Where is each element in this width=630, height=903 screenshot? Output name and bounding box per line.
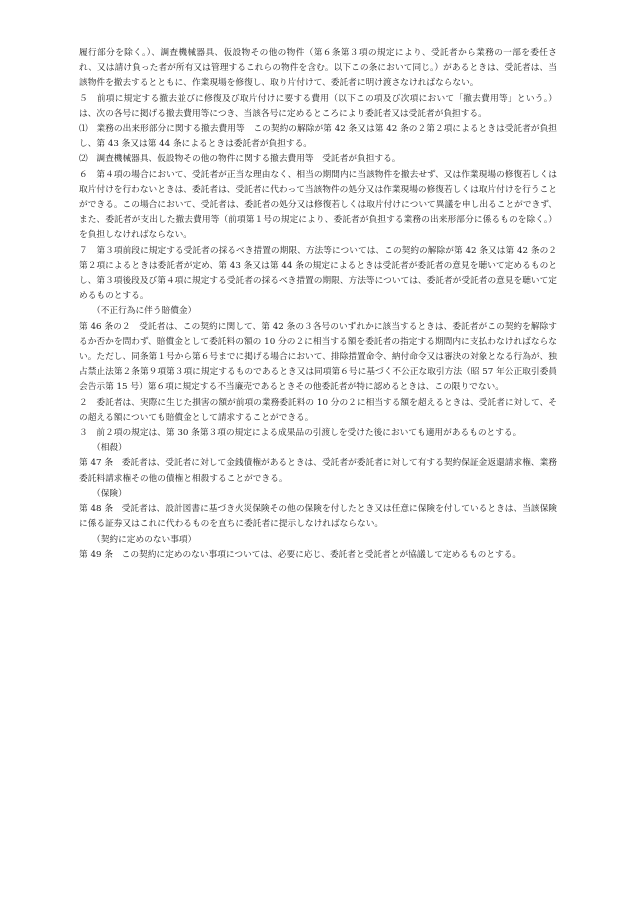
- caption-offset: （相殺）: [92, 443, 127, 454]
- paragraph-article46-2-2: ２ 委託者は、実際に生じた損害の額が前項の業務委託料の 10 分の２に相当する額を超えるときは、受託者に対して、その超える額についても賠償金として請求することができる。: [79, 397, 557, 423]
- document-body: [79, 46, 557, 563]
- caption-undefined-matters: （契約に定めのない事項）: [92, 534, 197, 545]
- caption-insurance: （保険）: [92, 488, 127, 499]
- paragraph-article46-2-3: ３ 前２項の規定は、第 30 条第３項の規定による成果品の引渡しを受けた後においても適用があるものとする。: [79, 428, 522, 439]
- paragraph-article45-4-continuation: 履行部分を除く。）、調査機械器具、仮設物その他の物件（第６条第３項の規定により、受託者から業務の一部を委任され、又は請け負った者が所有又は管理するこれらの物件を含む。以下この条において同じ。）があるときは、受託者は、当該物件を撤去するとともに、作業現場を修復し、取り片付けて、委託者に明け渡さなければならない。: [79, 48, 557, 89]
- paragraph-article49: 第 49 条 この契約に定めのない事項については、必要に応じ、委託者と受託者とが協議して定めるものとする。: [79, 549, 522, 560]
- paragraph-article47: 第 47 条 委託者は、受託者に対して金銭債権があるときは、受託者が委託者に対して有する契約保証金返還請求権、業務委託料請求権その他の債権と相殺することができる。: [79, 458, 557, 484]
- paragraph-article48: 第 48 条 受託者は、設計図書に基づき火災保険その他の保険を付したとき又は任意に保険を付しているときは、当該保険に係る証券又はこれに代わるものを直ちに委託者に提示しなければならない。: [79, 504, 557, 530]
- paragraph-article45-5-item2: ⑵ 調査機械器具、仮設物その他の物件に関する撤去費用等 受託者が負担する。: [79, 154, 401, 165]
- paragraph-article45-5-item1: ⑴ 業務の出来形部分に関する撤去費用等 この契約の解除が第 42 条又は第 42 条の２第２項によるときは受託者が負担し、第 43 条又は第 44 条によるときは委託者が負担する。: [79, 124, 557, 150]
- paragraph-article45-5: ５ 前項に規定する撤去並びに修復及び取片付けに要する費用（以下この項及び次項において「撤去費用等」という。）は、次の各号に掲げる撤去費用等につき、当該各号に定めるところにより委託者又は受託者が負担する。: [79, 93, 557, 119]
- paragraph-article45-7: ７ 第３項前段に規定する受託者の採るべき措置の期限、方法等については、この契約の解除が第 42 条又は第 42 条の２第２項によるときは委託者が定め、第 43 条又は第 44 条の規定によるときは受託者が委託者の意見を聴いて定めるものとし、第３項後段及び第４項に規定する受託者の採るべき措置の期限、方法等については、委託者が受託者の意見を聴いて定めるものとする。: [79, 245, 557, 302]
- caption-fraud-compensation: （不正行為に伴う賠償金）: [92, 306, 197, 317]
- paragraph-article46-2: 第 46 条の２ 受託者は、この契約に関して、第 42 条の３各号のいずれかに該当するときは、委託者がこの契約を解除するか否かを問わず、賠償金として委託料の額の 10 分の２に相当する額を委託者の指定する期間内に支払わなければならない。ただし、同条第１号から第６号までに掲げる場合において、排除措置命令、納付命令又は審決の対象となる行為が、独占禁止法第２条第９項第３項に規定するものであるとき又は同項第６号に基づく不公正な取引方法（昭 57 年公正取引委員会告示第 15 号）第６項に規定する不当廉売であるときその他委託者が特に認めるときは、この限りでない。: [79, 321, 557, 393]
- paragraph-article45-6: ６ 第４項の場合において、受託者が正当な理由なく、相当の期間内に当該物件を撤去せず、又は作業現場の修復若しくは取片付けを行わないときは、委託者は、受託者に代わって当該物件の処分又は作業現場の修復若しくは取片付けを行うことができる。この場合において、受託者は、委託者の処分又は修復若しくは取片付けについて異議を申し出ることができず、また、委託者が支出した撤去費用等（前項第１号の規定により、委託者が負担する業務の出来形部分に係るものを除く。）を負担しなければならない。: [79, 169, 557, 241]
